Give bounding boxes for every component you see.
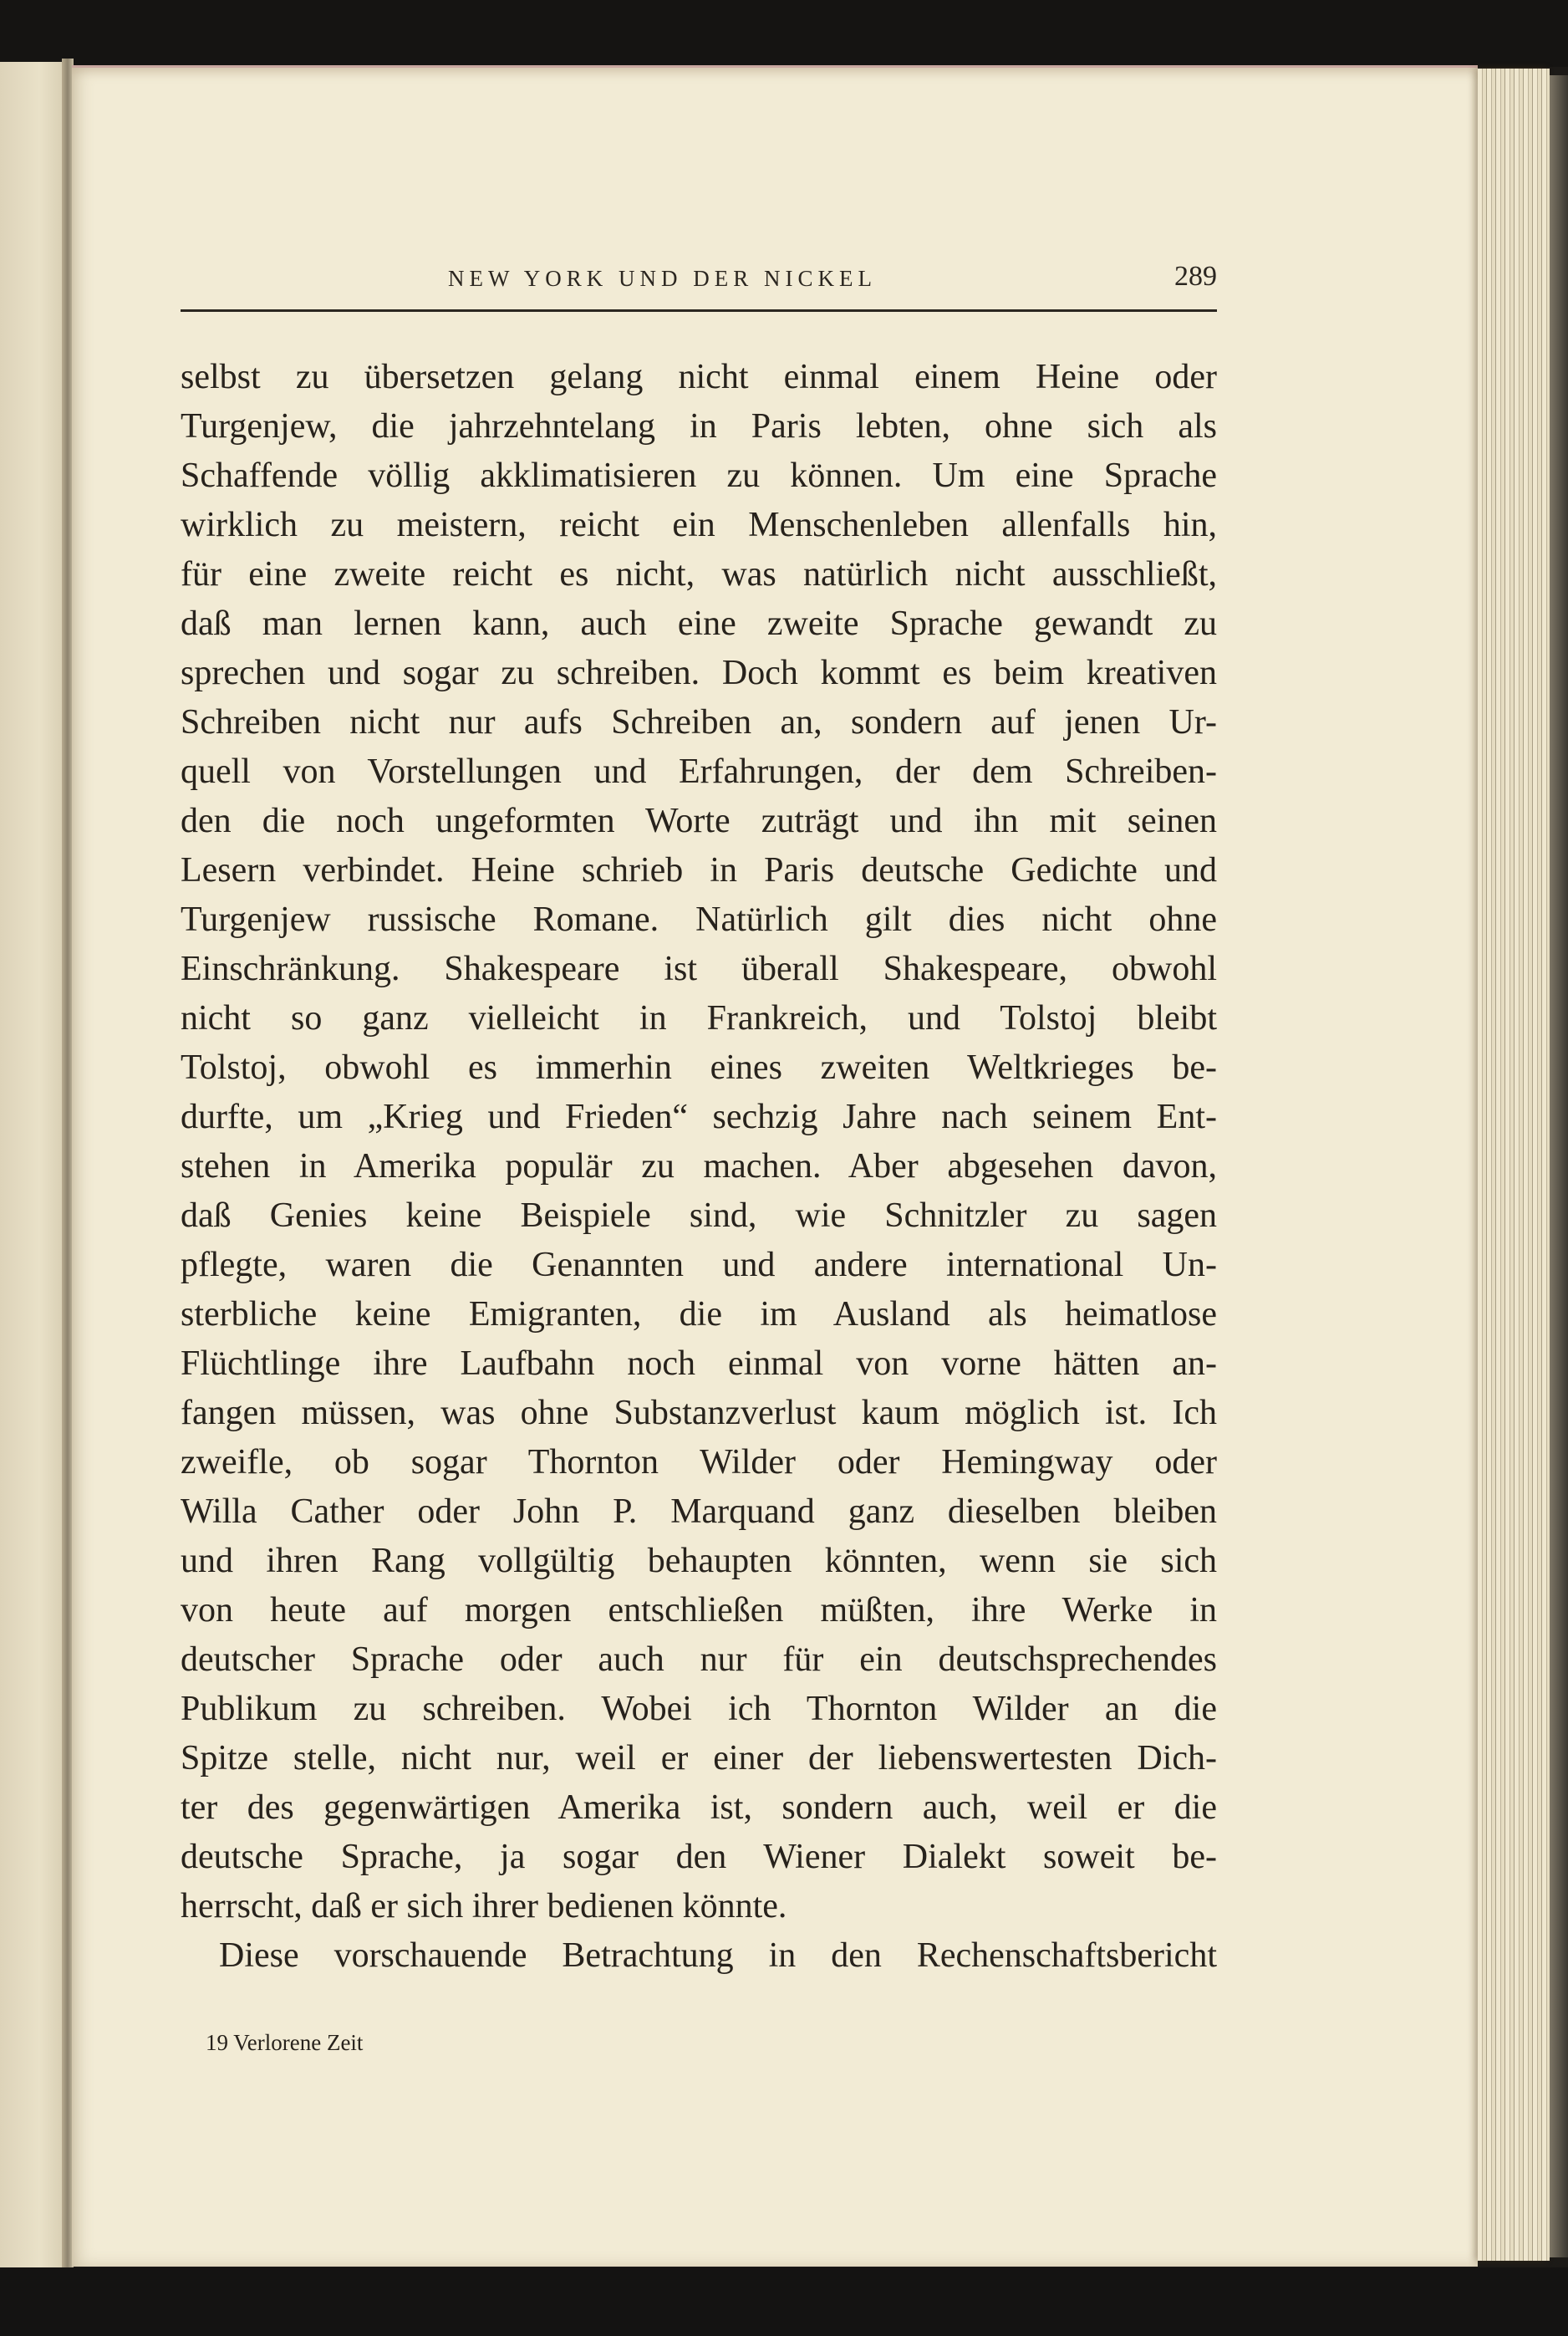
- text-line: selbst zu übersetzen gelang nicht einmal einem Heine oder: [181, 358, 1217, 396]
- text-line: den die noch ungeformten Worte zuträgt und ihn mit seinen: [181, 802, 1217, 840]
- paragraph-end-line: herrscht, daß er sich ihrer bedienen könnte.: [181, 1887, 787, 1925]
- paragraph-start-line: Diese vorschauende Betrachtung in den Rechenschaftsbericht: [219, 1936, 1217, 1975]
- text-line: zweifle, ob sogar Thornton Wilder oder Hemingway oder: [181, 1443, 1217, 1482]
- text-line: daß Genies keine Beispiele sind, wie Schnitzler zu sagen: [181, 1196, 1217, 1235]
- text-line: nicht so ganz vielleicht in Frankreich, und Tolstoj bleibt: [181, 999, 1217, 1038]
- text-line: durfte, um „Krieg und Frieden“ sechzig Jahre nach seinem Ent-: [181, 1098, 1217, 1136]
- text-line: ter des gegenwärtigen Amerika ist, sondern auch, weil er die: [181, 1788, 1217, 1827]
- text-line: fangen müssen, was ohne Substanzverlust kaum möglich ist. Ich: [181, 1394, 1217, 1432]
- scan-bottom-border: [0, 2267, 1568, 2336]
- text-line: Einschränkung. Shakespeare ist überall Shakespeare, obwohl: [181, 950, 1217, 988]
- text-line: Lesern verbindet. Heine schrieb in Paris deutsche Gedichte und: [181, 851, 1217, 890]
- text-line: Turgenjew russische Romane. Natürlich gilt dies nicht ohne: [181, 900, 1217, 939]
- text-line: sprechen und sogar zu schreiben. Doch kommt es beim kreativen: [181, 654, 1217, 692]
- signature-mark: 19 Verlorene Zeit: [206, 2030, 364, 2055]
- running-title: NEW YORK UND DER NICKEL: [448, 266, 877, 291]
- text-line: und ihren Rang vollgültig behaupten könnten, wenn sie sich: [181, 1542, 1217, 1580]
- running-header: [181, 259, 1217, 312]
- text-line: deutscher Sprache oder auch nur für ein deutschsprechendes: [181, 1640, 1217, 1679]
- text-line: Publikum zu schreiben. Wobei ich Thornton Wilder an die: [181, 1690, 1217, 1728]
- text-line: von heute auf morgen entschließen müßten, ihre Werke in: [181, 1591, 1217, 1630]
- text-line: deutsche Sprache, ja sogar den Wiener Dialekt soweit be-: [181, 1838, 1217, 1876]
- text-line: Willa Cather oder John P. Marquand ganz dieselben bleiben: [181, 1492, 1217, 1531]
- text-line: sterbliche keine Emigranten, die im Ausland als heimatlose: [181, 1295, 1217, 1334]
- text-line: Turgenjew, die jahrzehntelang in Paris lebten, ohne sich als: [181, 407, 1217, 446]
- body-text: [181, 353, 1217, 1981]
- text-line: Schreiben nicht nur aufs Schreiben an, sondern auf jenen Ur-: [181, 703, 1217, 742]
- text-line: Tolstoj, obwohl es immerhin eines zweiten Weltkrieges be-: [181, 1048, 1217, 1087]
- text-line: stehen in Amerika populär zu machen. Aber abgesehen davon,: [181, 1147, 1217, 1186]
- text-line: pflegte, waren die Genannten und andere international Un-: [181, 1246, 1217, 1284]
- book-cover-edge: [1550, 75, 1568, 2257]
- text-line: Flüchtlinge ihre Laufbahn noch einmal von vorne hätten an-: [181, 1344, 1217, 1383]
- text-line: quell von Vorstellungen und Erfahrungen, der dem Schreiben-: [181, 752, 1217, 791]
- scan-top-border: [0, 0, 1568, 67]
- text-line: für eine zweite reicht es nicht, was natürlich nicht ausschließt,: [181, 555, 1217, 594]
- text-line: wirklich zu meistern, reicht ein Menschenleben allenfalls hin,: [181, 506, 1217, 544]
- text-line: Spitze stelle, nicht nur, weil er einer der liebenswertesten Dich-: [181, 1739, 1217, 1778]
- page-number: 289: [1174, 261, 1217, 292]
- text-line: daß man lernen kann, auch eine zweite Sprache gewandt zu: [181, 604, 1217, 643]
- text-line: Schaffende völlig akklimatisieren zu können. Um eine Sprache: [181, 456, 1217, 495]
- page-stack-edges: [1478, 69, 1550, 2261]
